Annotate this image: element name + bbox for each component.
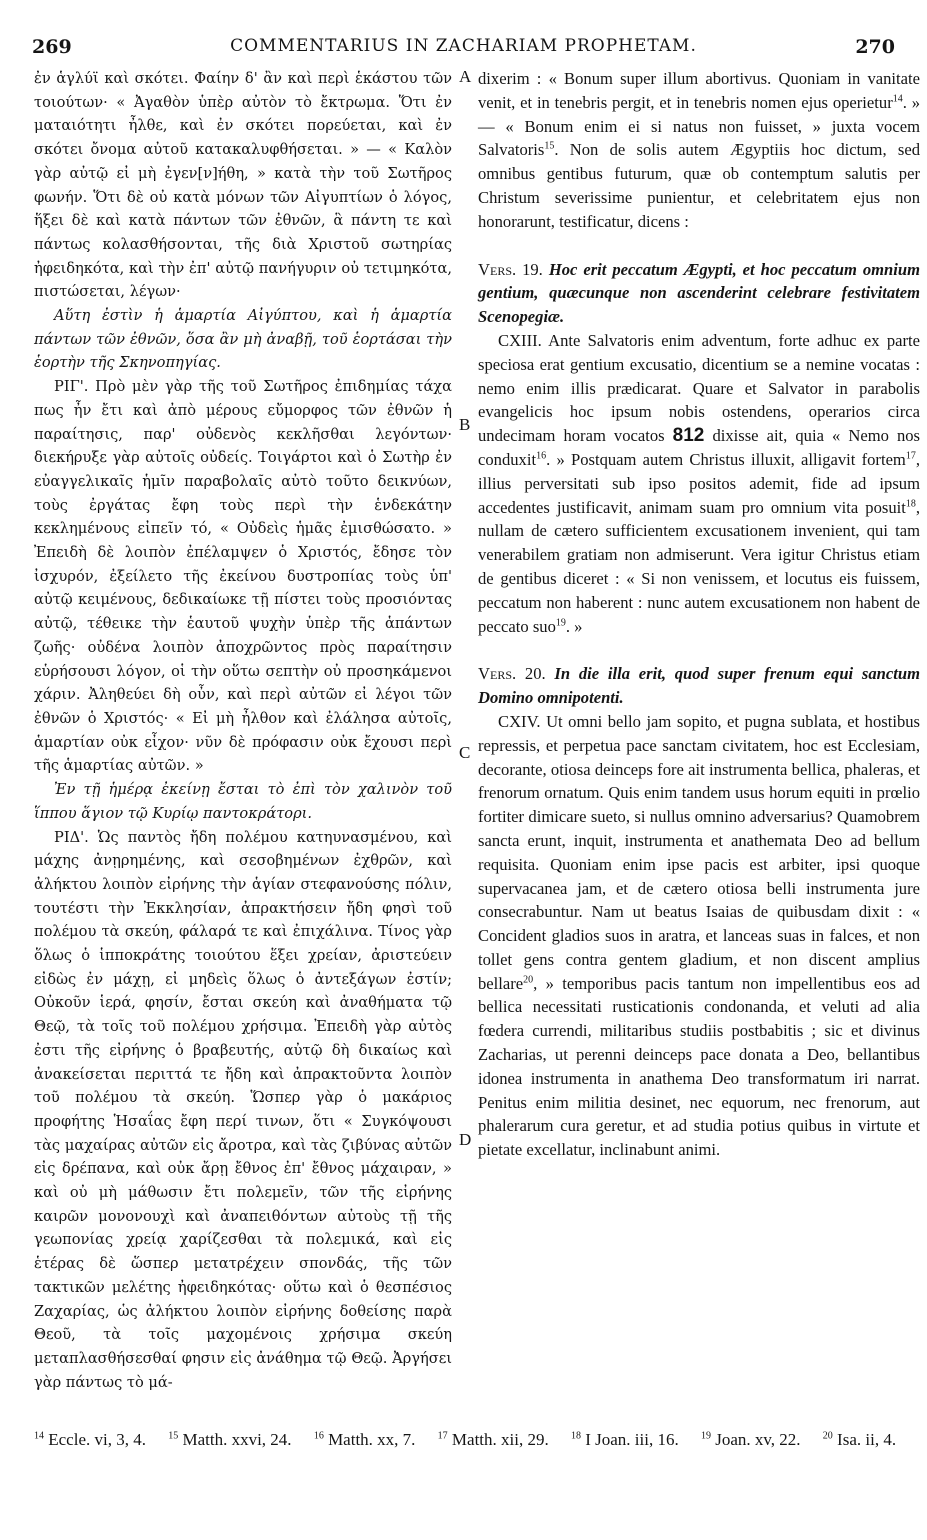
footnote-number: 19 bbox=[700, 1430, 711, 1442]
footnote-15 bbox=[168, 1430, 291, 1449]
latin-text: . » — « Bonum enim ei si natus non fuisset, » juxta vocem Salvatoris bbox=[478, 92, 921, 160]
footnote-18 bbox=[571, 1430, 679, 1449]
footnote-number: 17 bbox=[437, 1430, 448, 1442]
greek-verse-19: Αὕτη ἐστὶν ἡ ἁμαρτία Αἰγύπτου, καὶ ἡ ἁμαρτία πάντων τῶν ἐθνῶν, ὅσα ἂν μὴ ἀναβῇ, τοῦ ἑορτάσαι τὴν ἑορτὴν τῆς Σκηνοπηγίας. bbox=[34, 307, 452, 372]
latin-text: CXIV. Ut omni bello jam sopito, et pugna sublata, et hostibus repressis, et perpetua pace sanctam civitatem, hoc est Ecclesiam, decorante, otiosa deinceps fore ait instrumenta bellica, phaleras, et frenorum ornatum. Quis enim tandem usus horum equiti in prœlio fortiter dimicare sueto, si nullus omnino adversarius? Quamobrem sancta erunt, inquit, instrumenta et anathemata Deo ad bellum requisita. Quoniam enim ipse pacis est arbiter, ipsi quoque supervacanea jam, et de cætero otiosa belli instrumenta jure consecrabuntur. Nam ut beatus Isaias de quibusdam dixit : « Concident gladios suos in aratra, et lanceas suas in falces, et non tollet gens contra gentem gladium, et non discent amplius bellare bbox=[478, 711, 920, 993]
footnote-marker: 17 bbox=[905, 450, 916, 462]
verse-label: Vers. 20. bbox=[478, 664, 546, 684]
latin-text: , » temporibus pacis tantum non impellentibus eos ad bellica necessitati rusticationis condonanda, et veluti ad alia fœdera currendi, militaribus studiis postbabitis ; sic et divinus Zacharias, ut perenni deinceps pace donata a Deo, bellantibus idonea instrumenta in anathema Deo transformatum iri narrat. Penitus enim militia desinet, nec equorum, nec frenorum, aut phalerarum cura geretur, et ad studia potius quibus in virtute et pietate excellatur, inclinabunt animi. bbox=[478, 973, 920, 1160]
latin-text: . » Postquam autem Christus illuxit, alligavit fortem bbox=[546, 449, 906, 469]
footnote-marker: 19 bbox=[555, 617, 566, 628]
footnote-number: 15 bbox=[168, 1430, 179, 1442]
verse-text: In die illa erit, quod super frenum equi sanctum Domino omnipotenti. bbox=[478, 664, 921, 708]
latin-column bbox=[478, 67, 920, 1162]
latin-paragraph-1 bbox=[478, 67, 920, 234]
footnotes bbox=[34, 1428, 920, 1451]
greek-paragraph-114: ΡΙΔ'. Ὡς παντὸς ἤδη πολέμου κατηυνασμένου, καὶ μάχης ἀνῃρημένης, καὶ σεσοβημένων ἐχθρῶν, καὶ ἀλήκτου λοιπὸν εἰρήνης τὴν ἁγίαν στεφανούσης πόλιν, τουτέστι τὴν Ἐκκλησίαν, ἀπρακτήσειν ἤδη φησὶ τοῦ πολέμου τὰ σκεύη, φάλαρά τε καὶ ἐπιχάλινα. Τίνος γὰρ ὅλως ὁ ἱπποκράτης τοιούτου ἕξει χρείαν, ἀριστεύειν εἰδὼς ἐν μάχῃ, εἰ μηδεὶς ὅλως ὁ ἀντεξάγων ἐστίν; Οὐκοῦν ἱερά, φησίν, ἔσται σκεύη καὶ ἀναθήματα τῷ Θεῷ, τὰ τοῖς τοῦ πολέμου χρήσιμα. Ἐπειδὴ γὰρ αὐτὸς ἐστι τῆς εἰρήνης ὁ βραβευτής, αὐτῷ δὴ δικαίως καὶ ἀνακείσεται περιττά τε ἤδη καὶ ἀπρακτοῦντα λοιπὸν τοῦ πολέμου τὰ σκεύη. Ὥσπερ γὰρ ὁ μακάριος προφήτης Ἡσαΐας ἔφη περί τινων, ὅτι « Συγκόψουσι τὰς μαχαίρας αὐτῶν εἰς ἄροτρα, καὶ τὰς ζιβύνας αὐτῶν εἰς δρέπανα, καὶ οὐκ ἄρῃ ἔθνος ἐπ' ἔθνος μάχαιραν, » καὶ οὐ μὴ μάθωσιν ἔτι πολεμεῖν, τῶν τῆς εἰρήνης καιρῶν μονονουχὶ καὶ ἀναπειθόντων αὐτοὺς τῇ τῆς γεωπονίας χρείᾳ χαρίζεσθαι τὰ πολεμικά, καὶ εἰς ἑτέρας δὲ ὥσπερ μετατρέχειν σπονδάς, τῆς τῶν τακτικῶν μελέτης ἠφειδηκότας· οὕτω καὶ ὁ θεσπέσιος Ζαχαρίας, ὡς ἀλήκτου λοιπὸν εἰρήνης δοθείσης παρὰ Θεοῦ, τὰ τοῖς μαχομένοις χρήσιμα σκεύη μεταπλασθήσεσθαί φησιν εἰς ἀνάθημα τῷ Θεῷ. Ἀργήσει γὰρ πάντως τὸ μά- bbox=[34, 828, 452, 1391]
latin-verse-19 bbox=[478, 258, 920, 329]
greek-verse-20: Ἐν τῇ ἡμέρᾳ ἐκείνῃ ἔσται τὸ ἐπὶ τὸν χαλινὸν τοῦ ἵππου ἅγιον τῷ Κυρίῳ παντοκράτορι. bbox=[34, 781, 452, 822]
footnote-ref: Matth. xii, 29. bbox=[451, 1430, 549, 1449]
footnote-20 bbox=[823, 1430, 896, 1449]
footnote-marker: 14 bbox=[892, 93, 903, 105]
latin-paragraph-114 bbox=[478, 710, 920, 1162]
latin-text: . Non de solis autem Ægyptiis hoc dictum, sed omnibus gentibus futurum, quæ ob contemptum salutis per Christum severissime punientur, et celebritatem ejus non honorarunt, testificatur, dicens : bbox=[478, 140, 920, 231]
latin-text: , illius perversitati sub ipso positos ademit, fide ad ipsum accedentes justificavit, animam suam pro omnium vita posuit bbox=[478, 449, 920, 517]
footnote-marker: 15 bbox=[544, 140, 555, 152]
latin-text: dixerim : « Bonum super illum abortivus. Quoniam in vanitate venit, et in tenebris pergit, et in tenebris nomen ejus operietur bbox=[478, 69, 920, 112]
footnote-ref: Isa. ii, 4. bbox=[837, 1430, 897, 1449]
footnote-17 bbox=[438, 1430, 549, 1449]
footnote-14 bbox=[34, 1430, 146, 1449]
latin-verse-20 bbox=[478, 662, 920, 710]
verse-label: Vers. 19. bbox=[478, 259, 543, 279]
footnote-ref: Matth. xxvi, 24. bbox=[182, 1430, 292, 1449]
footnote-marker: 16 bbox=[536, 450, 547, 462]
margin-letter-b: B bbox=[459, 415, 471, 434]
running-header bbox=[30, 36, 897, 60]
greek-column bbox=[34, 67, 452, 1394]
latin-paragraph-113 bbox=[478, 329, 920, 638]
footnote-19 bbox=[701, 1430, 801, 1449]
margin-letter-c: C bbox=[459, 743, 471, 762]
latin-text: , nullam de cætero sufficientem excusationem invenient, qui tam venerabilem gratiam non admiserunt. Vera igitur Christus etiam de gentibus diceret : « Si non venissem, et locutus eis fuissem, peccatum non haberent : nunc autem excusationem non habent de peccato suo bbox=[478, 497, 920, 636]
greek-paragraph-1: ἐν ἁγλύϊ καὶ σκότει. Φαίην δ' ἂν καὶ περὶ ἑκάστου τῶν τοιούτων· « Ἀγαθὸν ὑπὲρ αὐτὸν τὸ ἔκτρωμα. Ὅτι ἐν ματαιότητι ἦλθε, καὶ ἐν σκότει πορεύεται, καὶ ἐν σκότει ὄνομα αὐτοῦ κατακαλυφθήσεται. » — « Καλὸν γὰρ αὐτῷ εἰ μὴ ἐγεν[ν]ήθη, » κατὰ τὴν τοῦ Σωτῆρος φωνήν. Ὅτι δὲ οὐ κατὰ μόνων τῶν Αἰγυπτίων ὁ λόγος, ἥξει δὲ καὶ κατὰ πάντων τῶν ἐθνῶν, ἃ πάντη τε καὶ πάντως κολασθήσονται, τῆς διὰ Χριστοῦ σωτηρίας ἠφειδηκότα, καὶ τὴν ἐπ' αὐτῷ πανήγυριν οὐ τετιμηκότα, πιστώσεται, λέγων· bbox=[34, 70, 452, 301]
footnote-16 bbox=[314, 1430, 416, 1449]
footnote-ref: Eccle. vi, 3, 4. bbox=[48, 1430, 146, 1449]
verse-text: Hoc erit peccatum Ægypti, et hoc peccatum omnium gentium, quæcunque non ascenderint celebrare festivitatem Scenopegiæ. bbox=[478, 259, 921, 327]
footnote-ref: Joan. xv, 22. bbox=[715, 1430, 801, 1449]
footnote-number: 20 bbox=[822, 1430, 833, 1442]
running-title: COMMENTARIUS IN ZACHARIAM PROPHETAM. bbox=[230, 36, 697, 56]
footnote-marker: 20 bbox=[523, 974, 534, 986]
footnote-number: 14 bbox=[34, 1430, 44, 1442]
page-number-left: 269 bbox=[32, 36, 72, 58]
footnote-marker: 18 bbox=[905, 498, 916, 510]
footnote-number: 16 bbox=[313, 1430, 324, 1442]
latin-text: CXIII. Ante Salvatoris enim adventum, forte adhuc ex parte speciosa erat gentium excusatio, dicentium se a nemine vocatas : nemo enim illis prædicarat. Quare et Salvator in parabolis evangelicis hoc ipsum nobis ostendens, operarios circa undecimam horam vocatos bbox=[478, 330, 920, 446]
latin-text: dixisse ait, quia « Nemo nos conduxit bbox=[478, 426, 921, 469]
greek-paragraph-113: ΡΙΓ'. Πρὸ μὲν γὰρ τῆς τοῦ Σωτῆρος ἐπιδημίας τάχα πως ἦν ἔτι καὶ ἀπὸ μέρους εὔμορφος τῶν ἐθνῶν ἡ παραίτησις, παρ' οὐδενὸς κεκλῆσθαι λεγόντων· διεκήρυξε γὰρ αὐτοῖς οὐδείς. Τοιγάρτοι καὶ ὁ Σωτὴρ ἐν εὐαγγελικαῖς ἡμῖν παραβολαῖς αὐτὸ τοῦτο δεικνύων, τοὺς ἐργάτας ἔφη τοὺς περὶ τὴν ἑνδεκάτην κεκλημένους εἰπεῖν τό, « Οὐδεὶς ἡμᾶς ἐμισθώσατο. » Ἐπειδὴ δὲ λοιπὸν ἐπέλαμψεν ὁ Χριστός, ἔδησε τὸν ἰσχυρόν, ἐξείλετο τῆς ἐκείνου δυστροπίας τοὺς ὑπ' αὐτῷ κειμένους, δεδικαίωκε τῇ πίστει τοὺς προσιόντας αὐτῷ, τέθεικε τὴν ἑαυτοῦ ψυχὴν ὑπὲρ τῆς ἁπάντων ζωῆς· οὐδένα λοιπὸν ἀποχρῶντος πρὸς παραίτησιν εὑρήσουσι λόγον, οἱ τὴν οὕτω σεπτὴν οὐ προσηκάμενοι χάριν. Ἀληθεύει δὴ οὖν, καὶ περὶ αὐτῶν εἰ λέγοι τῶν ἐθνῶν ὁ Χριστός· « Εἰ μὴ ἦλθον καὶ ἐλάλησα αὐτοῖς, ἁμαρτίαν οὐκ εἶχον· νῦν δὲ πρόφασιν οὐκ ἔχουσι περὶ τῆς ἁμαρτίας αὐτῶν. » bbox=[34, 378, 452, 775]
margin-letter-a: A bbox=[459, 67, 472, 86]
page-number-right: 270 bbox=[855, 36, 895, 58]
footnote-ref: Matth. xx, 7. bbox=[328, 1430, 416, 1449]
column-number: 812 bbox=[672, 425, 705, 447]
margin-letter-d: D bbox=[459, 1130, 472, 1149]
latin-text: . » bbox=[565, 616, 583, 636]
footnote-ref: I Joan. iii, 16. bbox=[585, 1430, 679, 1449]
footnote-number: 18 bbox=[570, 1430, 581, 1442]
